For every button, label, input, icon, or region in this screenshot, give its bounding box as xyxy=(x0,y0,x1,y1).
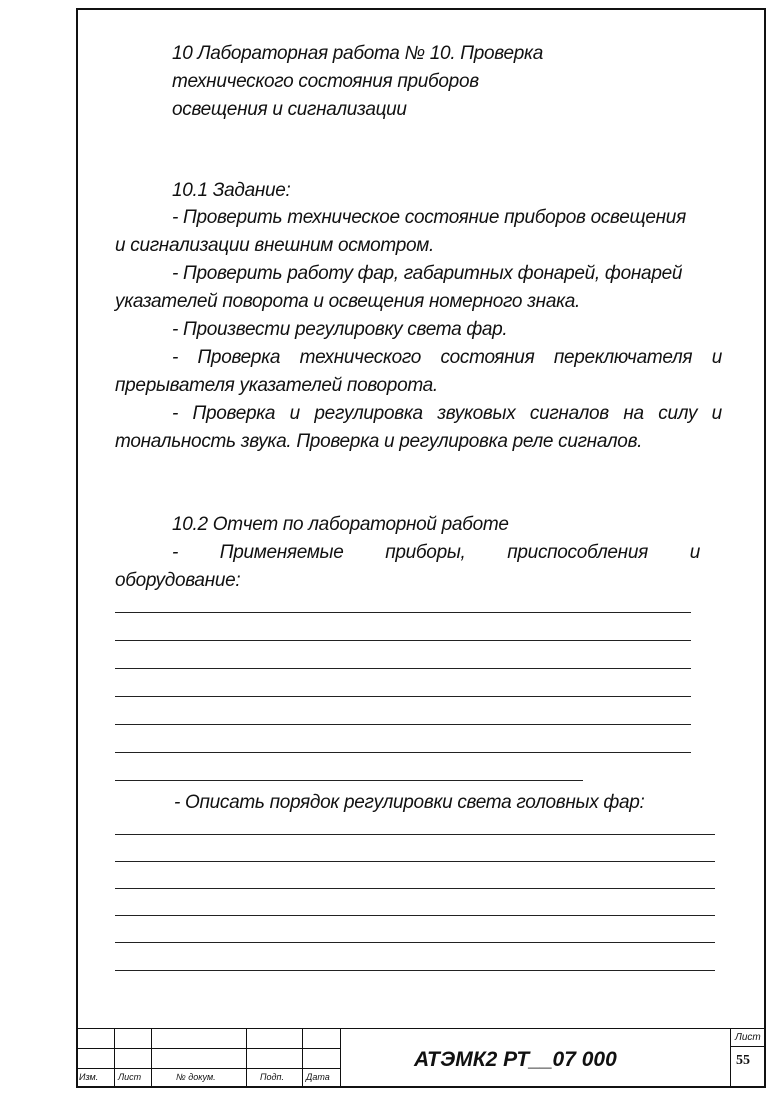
answer-line[interactable] xyxy=(115,724,691,725)
answer-line[interactable] xyxy=(115,780,583,781)
report-item-1a: - Применяемые приборы, приспособления и xyxy=(172,542,700,563)
task-item-3: - Произвести регулировку света фар. xyxy=(172,319,508,340)
task-item-1a: - Проверить техническое состояние приборов освещения xyxy=(172,207,686,228)
answer-line[interactable] xyxy=(115,915,715,916)
report-heading: 10.2 Отчет по лабораторной работе xyxy=(172,514,509,535)
sheet-label: Лист xyxy=(735,1032,761,1043)
answer-line[interactable] xyxy=(115,668,691,669)
task-item-4a: - Проверка технического состояния переключателя и xyxy=(172,347,722,368)
answer-line[interactable] xyxy=(115,970,715,971)
document-code: АТЭМК2 РТ__07 000 xyxy=(414,1048,617,1071)
answer-line[interactable] xyxy=(115,834,715,835)
title-line-1: 10 Лабораторная работа № 10. Проверка xyxy=(172,43,543,64)
answer-line[interactable] xyxy=(115,640,691,641)
task-item-5b: тональность звука. Проверка и регулировка реле сигналов. xyxy=(115,431,643,452)
answer-line[interactable] xyxy=(115,696,691,697)
col-izm: Изм. xyxy=(79,1072,99,1082)
task-item-2b: указателей поворота и освещения номерного знака. xyxy=(115,291,581,312)
col-doc: № докум. xyxy=(176,1072,216,1082)
col-list: Лист xyxy=(118,1072,142,1082)
report-item-2: - Описать порядок регулировки света головных фар: xyxy=(174,792,645,813)
col-date: Дата xyxy=(306,1072,330,1082)
title-line-3: освещения и сигнализации xyxy=(172,99,407,120)
task-item-4b: прерывателя указателей поворота. xyxy=(115,375,438,396)
task-heading: 10.1 Задание: xyxy=(172,180,291,201)
answer-line[interactable] xyxy=(115,861,715,862)
sheet-number: 55 xyxy=(736,1053,750,1068)
task-item-5a: - Проверка и регулировка звуковых сигналов на силу и xyxy=(172,403,722,424)
answer-line[interactable] xyxy=(115,752,691,753)
title-block xyxy=(76,1028,766,1088)
task-item-1b: и сигнализации внешним осмотром. xyxy=(115,235,434,256)
report-item-1b: оборудование: xyxy=(115,570,241,591)
answer-line[interactable] xyxy=(115,888,715,889)
title-line-2: технического состояния приборов xyxy=(172,71,479,92)
answer-line[interactable] xyxy=(115,942,715,943)
col-sign: Подп. xyxy=(260,1072,284,1082)
answer-line[interactable] xyxy=(115,612,691,613)
task-item-2a: - Проверить работу фар, габаритных фонарей, фонарей xyxy=(172,263,683,284)
